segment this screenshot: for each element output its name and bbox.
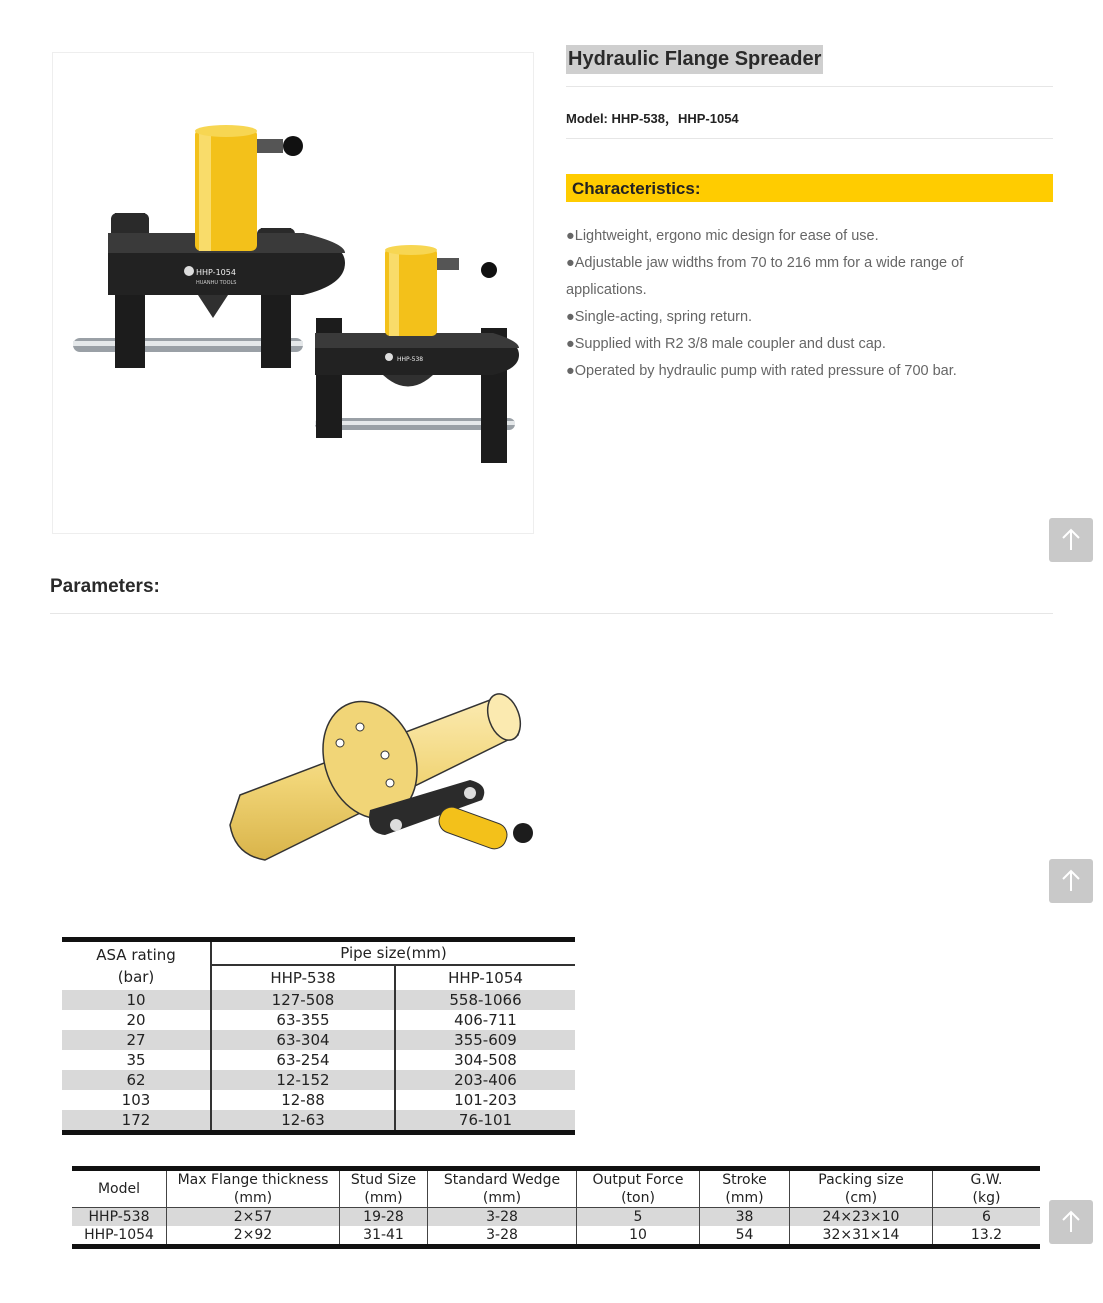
table-row: HHP-538 2×57 19-28 3-28 5 38 24×23×10 6 [72,1208,1040,1227]
feature-item: applications. [566,282,647,298]
table-row: 35 63-254 304-508 [62,1050,575,1070]
col-asa-rating: ASA rating (bar) [62,940,211,991]
table-row: 10 127-508 558-1066 [62,990,575,1010]
table-row: 172 12-63 76-101 [62,1110,575,1133]
pipe-usage-illustration [220,685,550,875]
col-model: Model [72,1169,167,1208]
flange-spreader-illustration [53,53,533,533]
hhp-538-unit [315,245,519,463]
arrow-up-icon [1061,1210,1081,1234]
feature-item: ●Lightweight, ergono mic design for ease of use. [566,228,879,244]
back-to-top-button[interactable] [1049,518,1093,562]
feature-item: ●Adjustable jaw widths from 70 to 216 mm for a wide range of [566,255,964,271]
table-row: 20 63-355 406-711 [62,1010,575,1030]
back-to-top-button[interactable] [1049,859,1093,903]
product-image [52,52,534,534]
back-to-top-button[interactable] [1049,1200,1093,1244]
divider [50,613,1053,614]
col-standard-wedge: Standard Wedge (mm) [428,1169,577,1208]
parameters-title: Parameters: [50,576,160,597]
divider [566,86,1053,87]
table-row: 27 63-304 355-609 [62,1030,575,1050]
divider [566,138,1053,139]
feature-item: ●Single-acting, spring return. [566,309,753,325]
col-output-force: Output Force (ton) [577,1169,700,1208]
col-gw: G.W. (kg) [933,1169,1041,1208]
arrow-up-icon [1061,869,1081,893]
hhp-1054-unit [73,125,345,368]
model-line: Model: HHP-538，HHP-1054 [566,111,739,126]
table-row: 103 12-88 101-203 [62,1090,575,1110]
characteristics-title: Characteristics: [572,179,701,198]
table-header-row [72,1169,1040,1208]
feature-item: ●Supplied with R2 3/8 male coupler and dust cap. [566,336,886,352]
hhp-1054-label: HHP-1054 [196,268,236,277]
col-stroke: Stroke (mm) [700,1169,790,1208]
table-row: HHP-1054 2×92 31-41 3-28 10 54 32×31×14 13.2 [72,1226,1040,1247]
col-packing-size: Packing size (cm) [790,1169,933,1208]
arrow-up-icon [1061,528,1081,552]
feature-item: ●Operated by hydraulic pump with rated pressure of 700 bar. [566,363,957,379]
pipe-size-table [62,937,575,1135]
hhp-538-label: HHP-538 [397,356,424,363]
col-hhp-1054: HHP-1054 [448,969,523,987]
spec-table [72,1166,1040,1249]
col-hhp-538: HHP-538 [211,965,395,990]
brand-label: HUANHU TOOLS [196,280,237,286]
product-title: Hydraulic Flange Spreader [566,45,823,74]
col-pipe-size: Pipe size(mm) [211,940,575,966]
table-row: 62 12-152 203-406 [62,1070,575,1090]
col-stud-size: Stud Size (mm) [340,1169,428,1208]
col-max-flange: Max Flange thickness (mm) [167,1169,340,1208]
